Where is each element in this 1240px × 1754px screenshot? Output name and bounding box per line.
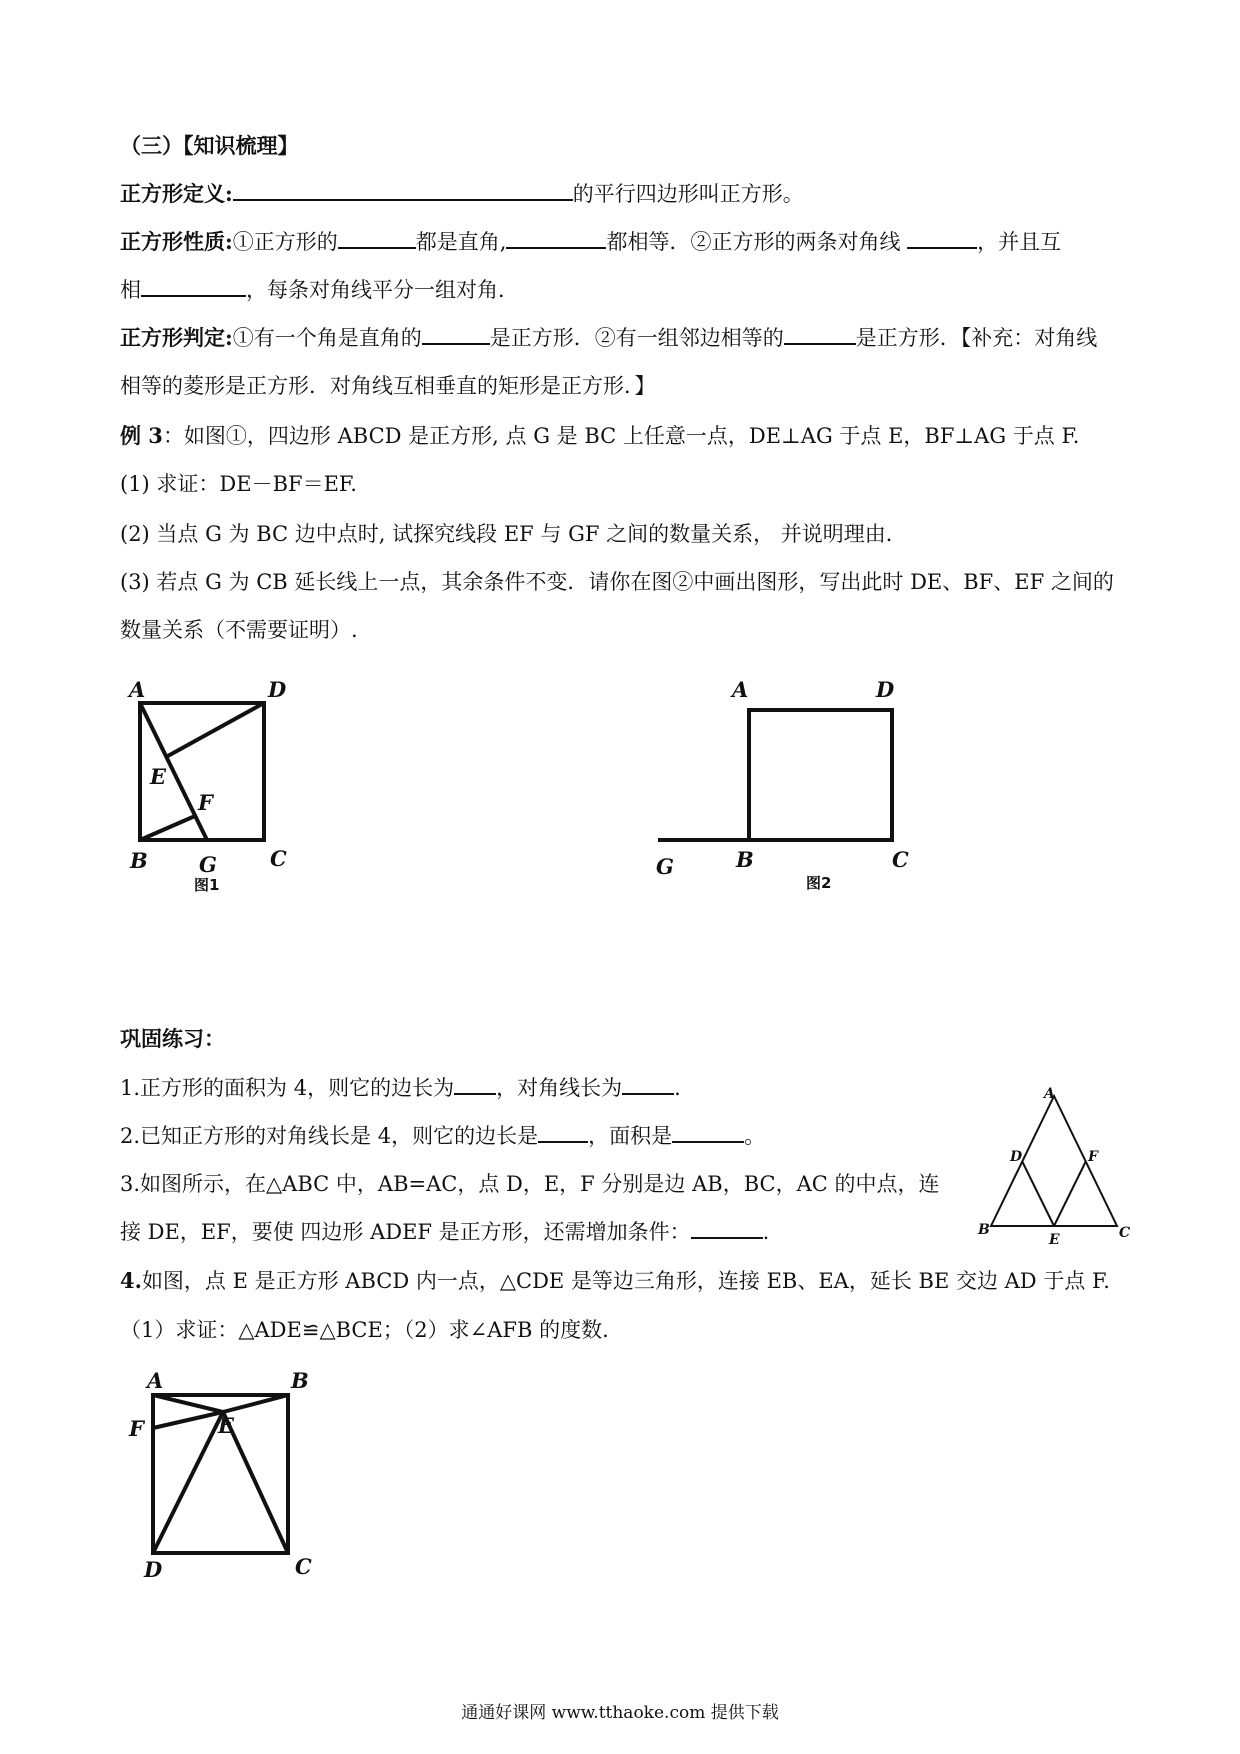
fig2-label-d: D xyxy=(876,677,895,702)
judgement-text-1: ①有一个角是直角的 xyxy=(232,326,422,350)
property-text-1: ①正方形的 xyxy=(232,230,338,254)
property-label: 正方形性质: xyxy=(120,229,233,254)
practice-1-blank-2[interactable] xyxy=(622,1075,674,1095)
fig1-label-c: C xyxy=(270,846,287,871)
practice-1-blank-1[interactable] xyxy=(454,1075,496,1095)
property-line-1 xyxy=(120,228,1061,256)
fig3-line-de xyxy=(1022,1161,1054,1226)
fig2-label-a: A xyxy=(732,677,749,702)
practice-3-text-2: . xyxy=(762,1220,770,1244)
fig3-label-b: B xyxy=(978,1222,990,1238)
practice-item-3-cont xyxy=(120,1218,769,1246)
fig4-label-b: B xyxy=(291,1368,309,1393)
fig1-label-e: E xyxy=(150,764,167,789)
fig4-line-de xyxy=(153,1412,223,1553)
property-blank-2[interactable] xyxy=(506,229,606,249)
fig1-line-bf xyxy=(140,816,195,840)
fig1-label-g: G xyxy=(199,852,217,877)
practice-item-2 xyxy=(120,1122,765,1150)
judgement-text-2: 是正方形．②有一组邻边相等的 xyxy=(489,326,784,350)
example-3-statement xyxy=(120,422,1079,450)
practice-2-text-1: 2.已知正方形的对角线长是 4，则它的边长是 xyxy=(120,1124,539,1148)
definition-line xyxy=(120,180,804,208)
fig3-label-c: C xyxy=(1119,1225,1131,1241)
example-question-3-cont: 数量关系（不需要证明）. xyxy=(120,618,358,642)
fig1-caption: 图1 xyxy=(194,876,220,894)
fig3-label-a: A xyxy=(1044,1086,1055,1102)
judgement-line-2: 相等的菱形是正方形．对角线互相垂直的矩形是正方形．】 xyxy=(120,374,656,398)
practice-3-blank[interactable] xyxy=(691,1219,763,1239)
practice-2-text-2: ，面积是 xyxy=(588,1124,673,1148)
property-text-2: 都是直角, xyxy=(415,230,507,254)
figure-3-triangle xyxy=(970,1086,1150,1250)
practice-1-text-1: 1.正方形的面积为 4，则它的边长为 xyxy=(120,1076,455,1100)
fig2-label-g: G xyxy=(656,854,674,879)
fig4-label-d: D xyxy=(144,1557,163,1582)
judgement-blank-1[interactable] xyxy=(422,325,490,345)
fig3-line-ef xyxy=(1054,1161,1086,1226)
example-question-1: (1) 求证：DE－BF＝EF. xyxy=(120,472,357,496)
fig3-label-f: F xyxy=(1088,1149,1098,1165)
property-text-3: 都相等．②正方形的两条对角线 xyxy=(606,230,908,254)
practice-2-text-3: 。 xyxy=(744,1124,766,1148)
practice-1-text-2: ，对角线长为 xyxy=(496,1076,623,1100)
definition-text: 的平行四边形叫正方形。 xyxy=(572,182,804,206)
fig4-label-c: C xyxy=(295,1554,312,1579)
property-text-6: ，每条对角线平分一组对角． xyxy=(246,278,519,302)
fig4-line-ae xyxy=(153,1395,223,1412)
section-heading-knowledge: （三）【知识梳理】 xyxy=(120,133,299,158)
fig2-square xyxy=(749,710,892,840)
practice-2-blank-1[interactable] xyxy=(538,1123,588,1143)
practice-3-text-1: 接 DE，EF，要使 四边形 ADEF 是正方形，还需增加条件： xyxy=(120,1220,691,1244)
property-blank-4[interactable] xyxy=(141,277,246,297)
example-label: 例 3 xyxy=(120,423,163,448)
fig1-label-f: F xyxy=(198,790,213,815)
practice-item-4 xyxy=(120,1267,1110,1295)
example-question-2: (2) 当点 G 为 BC 边中点时, 试探究线段 EF 与 GF 之间的数量关系， 并说明理由． xyxy=(120,522,907,546)
fig4-line-ef xyxy=(153,1412,223,1428)
example-question-3: (3) 若点 G 为 CB 延长线上一点，其余条件不变．请你在图②中画出图形，写出此时 DE、BF、EF 之间的 xyxy=(120,570,1114,594)
practice-4-number: 4. xyxy=(120,1268,142,1293)
fig1-label-a: A xyxy=(129,677,146,702)
figure-1 xyxy=(120,670,320,880)
property-blank-1[interactable] xyxy=(338,229,416,249)
page-footer: 通通好课网 www.tthaoke.com 提供下载 xyxy=(461,1703,779,1723)
example-text: ：如图①，四边形 ABCD 是正方形, 点 G 是 BC 上任意一点，DE⊥AG 于点 E，BF⊥AG 于点 F. xyxy=(162,424,1080,448)
fig2-caption: 图2 xyxy=(806,874,832,892)
practice-4-text: 如图，点 E 是正方形 ABCD 内一点，△CDE 是等边三角形，连接 EB、EA，延长 BE 交边 AD 于点 F. xyxy=(141,1269,1110,1293)
fig4-label-e: E xyxy=(218,1413,235,1438)
fig2-label-c: C xyxy=(892,847,909,872)
fig1-line-de xyxy=(166,703,264,757)
fig4-label-f: F xyxy=(129,1416,144,1441)
judgement-line-1 xyxy=(120,324,1097,352)
judgement-label: 正方形判定: xyxy=(120,325,233,350)
definition-blank[interactable] xyxy=(233,181,573,201)
fig4-line-be xyxy=(223,1395,288,1412)
fig3-label-d: D xyxy=(1010,1149,1023,1165)
property-text-5: 相 xyxy=(120,278,141,302)
fig2-label-b: B xyxy=(736,847,754,872)
property-line-2 xyxy=(120,276,519,304)
practice-1-text-3: . xyxy=(674,1076,681,1100)
figure-2 xyxy=(640,670,930,880)
section-heading-practice: 巩固练习： xyxy=(120,1026,225,1051)
definition-label: 正方形定义: xyxy=(120,181,233,206)
property-text-4: ，并且互 xyxy=(977,230,1062,254)
fig1-label-b: B xyxy=(130,848,148,873)
judgement-text-3: 是正方形．【补充：对角线 xyxy=(855,326,1098,350)
practice-item-4-cont: （1）求证：△ADE≌△BCE；（2）求∠AFB 的度数. xyxy=(120,1318,609,1342)
fig1-label-d: D xyxy=(268,677,287,702)
property-blank-3[interactable] xyxy=(907,229,977,249)
practice-item-3: 3.如图所示，在△ABC 中，AB=AC，点 D，E，F 分别是边 AB，BC，AC 的中点，连 xyxy=(120,1172,940,1196)
figure-4 xyxy=(120,1365,350,1580)
fig4-label-a: A xyxy=(147,1368,164,1393)
fig3-label-e: E xyxy=(1049,1232,1060,1248)
practice-2-blank-2[interactable] xyxy=(672,1123,744,1143)
practice-item-1 xyxy=(120,1074,681,1102)
judgement-blank-2[interactable] xyxy=(784,325,856,345)
